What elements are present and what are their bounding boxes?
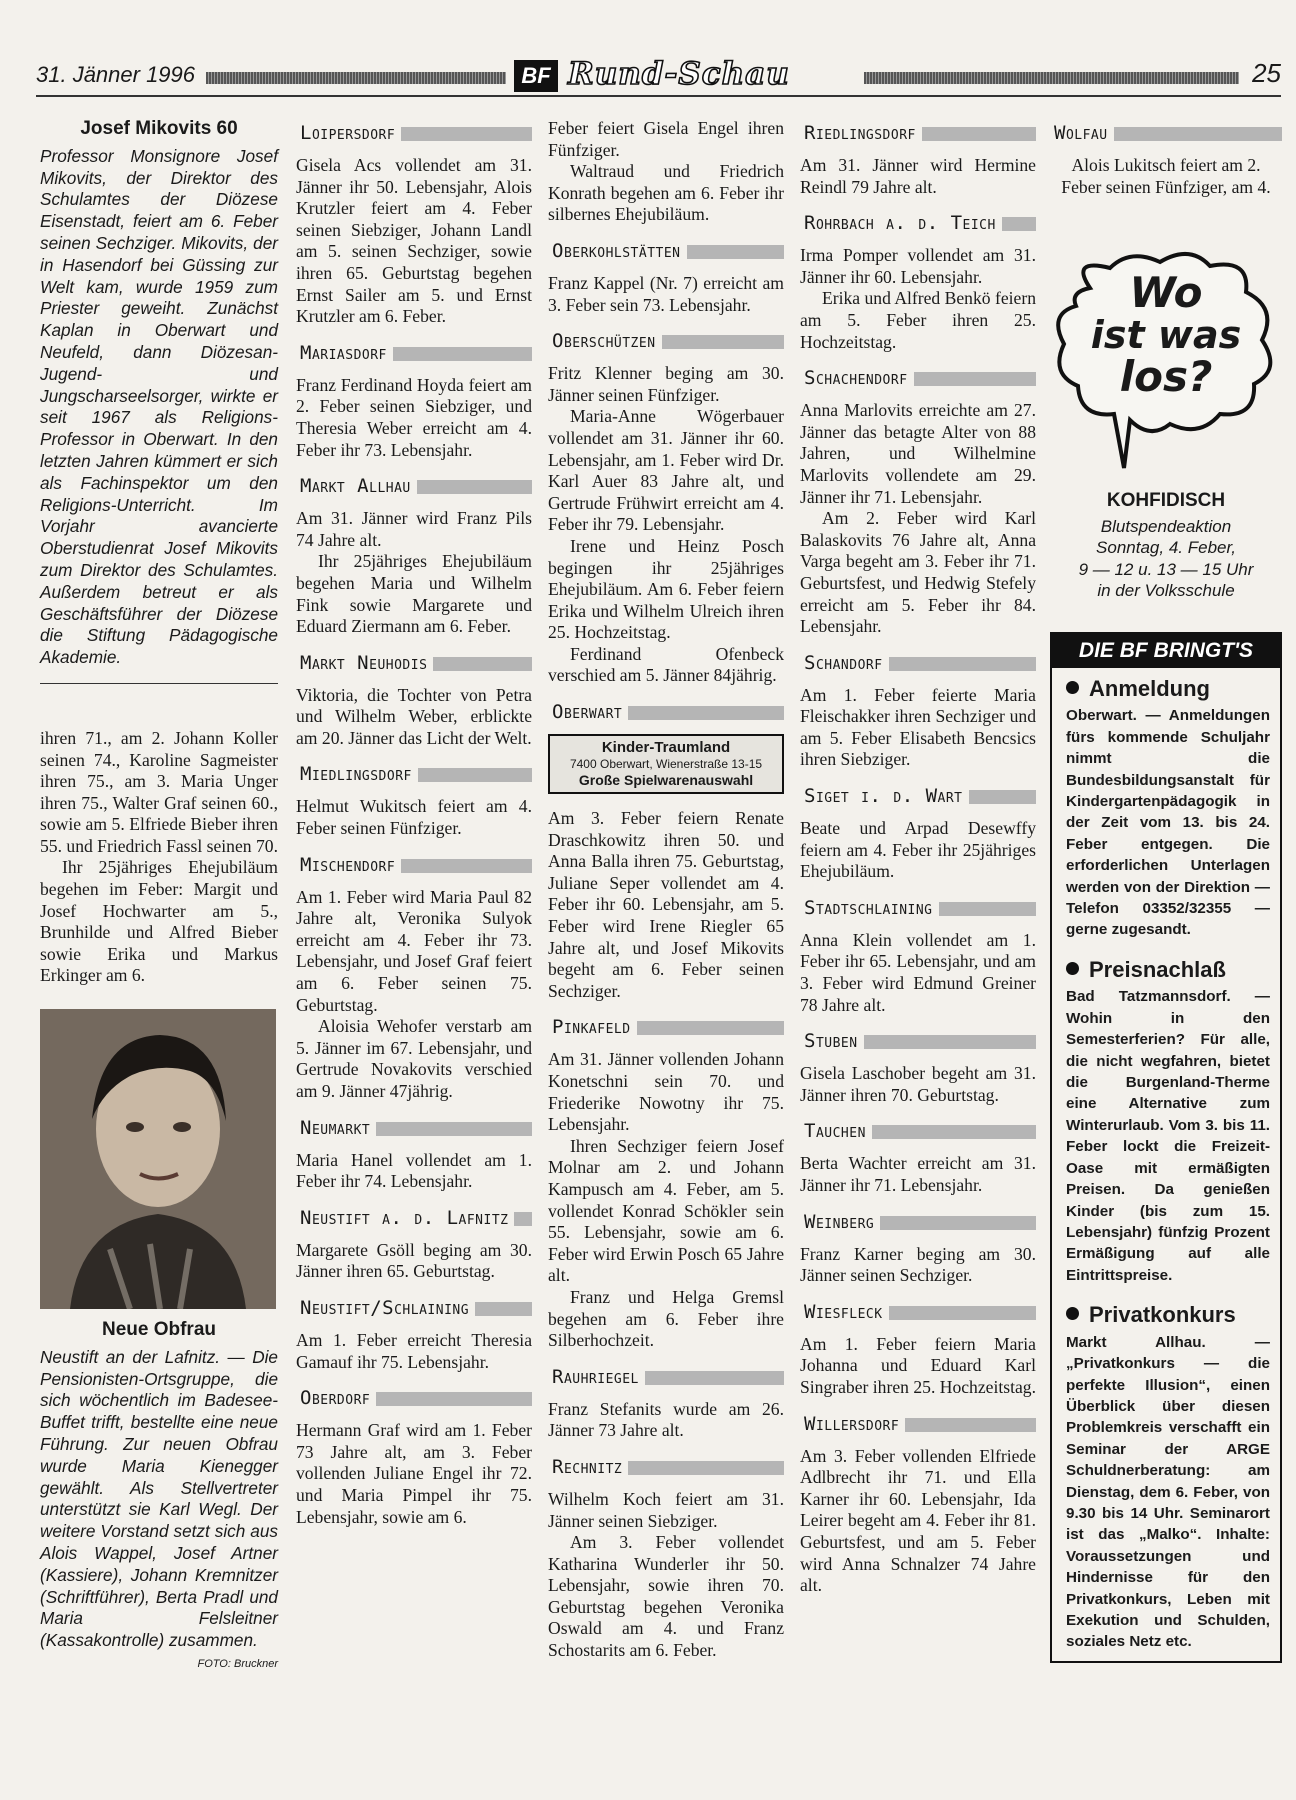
section-heading: Markt Neuhodis [296,650,433,676]
section-header [296,120,532,146]
article-paragraph: Franz Karner beging am 30. Jänner seinen Sechziger. [800,1243,1036,1286]
article-paragraph: Ihr 25jähriges Ehejubiläum begehen im Feber: Margit und Josef Hochwarter am 5., Brunhilde und Alfred Bieber sowie Erika und Markus Erkinger am 6. [40,857,278,986]
article-paragraph: Helmut Wukitsch feiert am 4. Feber seinen Fünfziger. [296,796,532,839]
page-header [36,58,1281,98]
article-paragraph: Waltraud und Friedrich Konrath begehen am 6. Feber ihr silbernes Ehejubiläum. [548,161,784,225]
header-rule-right [864,72,1239,84]
article-paragraph: Maria Hanel vollendet am 1. Feber ihr 74. Lebensjahr. [296,1149,532,1192]
section-loipersdorf [296,120,532,328]
event-line: 9 — 12 u. 13 — 15 Uhr [1078,559,1254,579]
article-paragraph: Margarete Gsöll beging am 30. Jänner ihren 65. Geburtstag. [296,1239,532,1282]
section-header [296,650,532,676]
info-item [1052,668,1280,949]
article-paragraph: Gisela Acs vollendet am 31. Jänner ihr 50. Lebensjahr, Alois Krutzler feiert am 4. Feber seinen Siebziger, Johann Landl am 5. seinen Sechziger, sowie ihren 65. Geburtstag begehen Ernst Sailer am 5. und Ernst Krutzler am 6. Feber. [296,155,532,327]
article-paragraph: Franz Stefanits wurde am 26. Jänner 73 Jahre alt. [548,1398,784,1441]
section-header [296,761,532,787]
section-neustift-schlaining [296,1295,532,1373]
section-neumarkt [296,1115,532,1193]
article-paragraph: Berta Wachter erreicht am 31. Jänner ihr 71. Lebensjahr. [800,1153,1036,1195]
section-oberwart [548,699,784,1002]
section-heading: Rauhriegel [548,1364,645,1390]
section-mariasdorf [296,340,532,461]
section-header [296,1205,532,1231]
article-paragraph: Gisela Laschober begeht am 31. Jänner ihren 70. Geburtstag. [800,1063,1036,1105]
article-paragraph: Fritz Klenner beging am 30. Jänner seinen Fünfziger. [548,363,784,405]
article-paragraph: Maria-Anne Wögerbauer vollendet am 31. Jänner ihr 60. Lebensjahr, am 1. Feber wird Dr. Karl Auer 83 Jahre alt, und Gertrude Frühwirt erreicht am 4. Feber ihr 79. Lebensjahr. [548,406,784,535]
article-paragraph: Irene und Heinz Posch begingen ihr 25jähriges Ehejubiläum. Am 6. Feber feiern Erika und Wilhelm Ulreich ihren 25. Hochzeitstag. [548,535,784,643]
column-3 [548,118,784,1662]
column-2 [296,108,532,1528]
section-header [800,783,1036,809]
feature-title: Neue Obfrau [101,1319,217,1341]
section-header [548,238,784,264]
bullet-icon [1066,681,1079,694]
info-item-text: Oberwart. — Anmeldungen fürs kommende Schuljahr nimmt die Bundesbildungsanstalt für Kindergartenpädagogik in der Zeit vom 13. bis 24. Feber entgegen. Die erforderlichen Unterlagen werden von der Direktion — Telefon 03352/32355 — gerne zugesandt. [1066,707,1270,939]
section-heading: Wolfau [1050,120,1114,146]
section-schachendorf [800,365,1036,638]
section-header [296,1295,532,1321]
section-heading: Schandorf [800,650,889,676]
portrait-photo [40,1009,276,1309]
section-rohrbach-a-d-teich [800,210,1036,353]
section-heading: Oberkohlstätten [548,238,687,264]
section-heading: Mischendorf [296,852,401,878]
article-paragraph: Ihren Sechziger feiern Josef Molnar am 2. und Johann Kampusch am 4. Feber, am 5. vollendet Konrad Schökler sein 55. Lebensjahr, sowie am 6. Feber wird Erwin Posch 65 Jahre alt. [548,1135,784,1286]
event-line: in der Volksschule [1097,581,1235,601]
header-underline [36,95,1281,97]
section-heading: Oberwart [548,699,628,725]
section-neustift-a-d-lafnitz [296,1205,532,1283]
column-5 [1050,108,1282,1663]
section-heading: Neustift a. d. Lafnitz [296,1205,514,1231]
advertisement [548,734,784,794]
photo-credit: FOTO: Bruckner [197,1658,278,1670]
article-paragraph: Alois Lukitsch feiert am 2. Feber seinen Fünfziger, am 4. [1061,155,1271,197]
article-paragraph: Am 3. Feber feiern Renate Draschkowitz ihren 50. und Anna Balla ihren 75. Geburtstag, Juliane Seper vollendet am 4. Feber ihr 60. Lebensjahr, am 5. Feber wird Irene Riegler 65 Jahre alt, und Josef Mikovits begeht am 6. Feber seinen Sechziger. [548,808,784,1001]
section-heading: Rechnitz [548,1454,628,1480]
section-heading: Wiesfleck [800,1299,889,1325]
section-heading: Schachendorf [800,365,914,391]
section-heading: Stadtschlaining [800,895,939,921]
article-paragraph: Beate und Arpad Desewffy feiern am 4. Feber ihr 25jähriges Ehejubiläum. [800,818,1036,882]
section-heading: Oberschützen [548,328,662,354]
section-header [800,365,1036,391]
ad-line: Kinder-Traumland [601,739,731,757]
page-number: 25 [1252,58,1281,88]
event-line: Sonntag, 4. Feber, [1096,538,1236,558]
event-line: Blutspendeaktion [1100,516,1232,536]
article-paragraph: Franz Ferdinand Hoyda feiert am 2. Feber seinen Siebziger, und Theresia Weber erreicht am 4. Feber ihr 73. Lebensjahr. [296,374,532,460]
section-heading: Miedlingsdorf [296,761,418,787]
feature-body: Neustift an der Lafnitz. — Die Pensionisten-Ortsgruppe, die sich wöchentlich im Badesee-Buffet trifft, bestellte eine neue Führung. Zur neuen Obfrau wurde Maria Kienegger gewählt. Als Stellvertreter unterstützt sie Karl Wegl. Der weitere Vorstand setzt sich aus Alois Wappel, Josef Artner (Kassiere), Johann Kremnitzer (Schriftführer), Berta Pradl und Maria Felsleitner (Kassakontrolle) zusammen. [40,1346,278,1651]
article-paragraph: Aloisia Wehofer verstarb am 5. Jänner im 67. Lebensjahr, und Gertrude Novakovits verschied am 9. Jänner 47jährig. [296,1016,532,1101]
logo-bf: BF [514,60,558,92]
article-paragraph: Wilhelm Koch feiert am 31. Jänner seinen Siebziger. [548,1488,784,1531]
column-4 [800,108,1036,1597]
ad-line: 7400 Oberwart, Wienerstraße 13-15 [569,757,763,772]
section-schandorf [800,650,1036,771]
bubble-line-2: ist was [1090,313,1242,358]
issue-date: 31. Jänner 1996 [36,62,196,87]
section-stuben [800,1028,1036,1106]
section-header [548,1014,784,1040]
section-willersdorf [800,1411,1036,1597]
section-header [296,1385,532,1411]
section-pinkafeld [548,1014,784,1351]
section-header [296,1115,532,1141]
section-heading: Stuben [800,1028,864,1054]
feature-obfrau [40,1319,278,1676]
section-header [800,650,1036,676]
article-paragraph: Feber feiert Gisela Engel ihren Fünfziger. [548,118,784,160]
article-paragraph: Anna Marlovits erreichte am 27. Jänner das betagte Alter von 88 Jahren, und Wilhelmine Marlovits vollendete am 29. Jänner ihr 71. Lebensjahr. [800,400,1036,507]
article-paragraph: ihren 71., am 2. Johann Koller seinen 74., Karoline Sagmeister ihren 75., am 3. Maria Unger ihren 75., Walter Graf seinen 60., sowie am 5. Elfriede Bieber ihren 55. und Friedrich Fassl seinen 70. [40,727,278,856]
section-heading: Loipersdorf [296,120,401,146]
article-paragraph: Franz und Helga Gremsl begehen am 6. Feber ihre Silberhochzeit. [548,1286,784,1351]
article-paragraph: Erika und Alfred Benkö feiern am 5. Feber ihren 25. Hochzeitstag. [800,288,1036,352]
article-paragraph: Am 31. Jänner wird Franz Pils 74 Jahre alt. [296,508,532,550]
section-header [296,340,532,366]
column-1 [40,118,278,1676]
section-header [800,895,1036,921]
section-heading: Siget i. d. Wart [800,783,969,809]
article-paragraph: Ferdinand Ofenbeck verschied am 5. Jänner 84jährig. [548,643,784,686]
feature-body: Professor Monsignore Josef Mikovits, der Direktor des Schulamtes der Diözese Eisenstadt, feiert am 6. Feber seinen Sechziger. Mikovits, der in Hasendorf bei Güssing zur Welt kam, wurde 1959 zum Priester geweiht. Zunächst Kaplan in Oberwart und Neufeld, dann Diözesan-Jugend- und Jungscharseelsorger, wirkte er seit 1967 als Religions-Professor in Oberwart. In den letzten Jahren kümmert er sich als Fachinspektor um den Religions-Unterricht. Im Vorjahr avancierte Oberstudienrat Josef Mikovits zum Direktor des Schulamtes. Außerdem betreut er als Geschäftsführer der Diözese die Stiftung Pädagogische Akademie. [40,145,278,668]
section-heading: Mariasdorf [296,340,393,366]
info-item-text: Markt Allhau. — „Privatkonkurs — die perfekte Illusion“, einen Überblick über diesen Problemkreis verschafft ein Seminar der ARGE Schuldnerberatung: am Dienstag, dem 6. Feber, von 9.30 bis 14 Uhr. Seminarort ist das „Malko“. Inhalte: Voraussetzungen und Hindernisse für den Privatkonkurs, Leben mit Exekution und Schulden, soziales Netz etc. [1066,1333,1270,1651]
article-paragraph: Am 2. Feber wird Karl Balaskovits 76 Jahre alt, Anna Varga begeht am 3. Feber ihr 71. Geburtsfest, und Hedwig Stefely erreicht am 5. Feber ihr 84. Lebensjahr. [800,508,1036,637]
section-oberkohlstätten [548,238,784,316]
article-paragraph: Am 31. Jänner vollenden Johann Konetschni sein 70. und Friederike Nowotny ihr 75. Lebensjahr. [548,1049,784,1135]
section-tauchen [800,1118,1036,1196]
section-mischendorf [296,852,532,1103]
article-paragraph: Irma Pomper vollendet am 31. Jänner ihr 60. Lebensjahr. [800,245,1036,287]
section-heading: Weinberg [800,1209,880,1235]
section-heading: Markt Allhau [296,473,417,499]
divider [40,683,278,684]
article-paragraph: Hermann Graf wird am 1. Feber 73 Jahre alt, am 3. Feber vollenden Juliane Engel ihr 72. und Maria Pimpel ihr 75. Lebensjahr, sowie am 6. [296,1420,532,1527]
section-header [548,1364,784,1390]
portrait-photo-image [40,1009,276,1309]
info-item [1052,949,1280,1294]
section-header [548,1454,784,1480]
section-header [800,1118,1036,1144]
section-heading: Rohrbach a. d. Teich [800,210,1002,236]
section-header [800,210,1036,236]
section-markt-neuhodis [296,650,532,750]
section-weinberg [800,1209,1036,1287]
feature-mikovits [40,118,278,669]
section-heading: Neustift/Schlaining [296,1295,475,1321]
section-wolfau [1050,120,1282,146]
info-item [1052,1294,1280,1661]
info-item-heading: Preisnachlaß [1089,956,1226,982]
article-paragraph: Am 1. Feber erreicht Theresia Gamauf ihr 75. Lebensjahr. [296,1329,532,1372]
section-miedlingsdorf [296,761,532,839]
section-heading: Neumarkt [296,1115,376,1141]
info-item-heading: Anmeldung [1089,675,1210,701]
bubble-line-3: los? [1119,352,1213,402]
article-paragraph: Am 3. Feber vollendet Katharina Wunderler ihr 50. Lebensjahr, sowie ihren 70. Geburtstag begehen Veronika Oswald am 4. und Franz Schostarits am 6. Feber. [548,1532,784,1661]
section-heading: Willersdorf [800,1411,905,1437]
logo-title: Rund-Schau [568,56,790,92]
section-rechnitz [548,1454,784,1662]
section-heading: Riedlingsdorf [800,120,922,146]
article-paragraph: Anna Klein vollendet am 1. Feber ihr 65. Lebensjahr, und am 3. Feber wird Edmund Greiner 78 Jahre alt. [800,929,1036,1015]
info-box [1050,632,1282,1663]
ad-line: Große Spielwarenauswahl [578,772,754,789]
section-header [296,473,532,499]
bullet-icon [1066,962,1079,975]
article-paragraph: Am 1. Feber feiern Maria Johanna und Eduard Karl Singraber ihren 25. Hochzeitstag. [800,1333,1036,1397]
section-header [548,699,784,725]
bullet-icon [1066,1307,1079,1320]
section-header [800,1299,1036,1325]
section-oberdorf [296,1385,532,1528]
bubble-line-1: Wo [1129,268,1203,318]
section-heading: Tauchen [800,1118,872,1144]
section-header [800,1411,1036,1437]
section-riedlingsdorf [800,120,1036,198]
section-header [296,852,532,878]
header-rule-left [206,72,506,84]
feature-title: Josef Mikovits 60 [80,118,238,139]
section-header [800,1209,1036,1235]
section-header [800,1028,1036,1054]
masthead-logo [514,58,854,94]
info-box-title: DIE BF BRINGT'S [1052,634,1280,668]
section-stadtschlaining [800,895,1036,1016]
section-siget-i-d-wart [800,783,1036,883]
article-paragraph: Viktoria, die Tochter von Petra und Wilhelm Weber, erblickte am 20. Jänner das Licht der Welt. [296,684,532,748]
article-paragraph: Franz Kappel (Nr. 7) erreicht am 3. Feber sein 73. Lebensjahr. [548,272,784,315]
article-paragraph: Am 31. Jänner wird Hermine Reindl 79 Jahre alt. [800,155,1036,197]
section-heading: Pinkafeld [548,1014,637,1040]
article-paragraph: Am 1. Feber wird Maria Paul 82 Jahre alt, Veronika Sulyok erreicht am 4. Feber ihr 73. Lebensjahr, und Josef Graf feiert am 6. Feber seinen 75. Geburtstag. [296,886,532,1015]
speech-bubble [1050,248,1282,478]
section-heading: Oberdorf [296,1385,376,1411]
article-paragraph: Am 1. Feber feierte Maria Fleischakker ihren Sechziger und am 5. Feber Elisabeth Bencsics ihren Siebziger. [800,684,1036,770]
article-paragraph: Am 3. Feber vollenden Elfriede Adlbrecht ihr 71. und Ella Karner ihr 60. Lebensjahr, Ida Leirer begeht am 4. Feber ihr 81. Geburtsfest, und am 5. Feber wird Anna Schnalzer 74 Jahre alt. [800,1445,1036,1596]
info-item-text: Bad Tatzmannsdorf. — Wohin in den Semesterferien? Für alle, die nicht wegfahren, bietet die Burgenland-Therme eine Alternative zum Winterurlaub. Vom 3. bis 11. Feber lockt die Freizeit-Oase mit ermäßigten Preisen. Da genießen Kinder (bis zum 15. Lebensjahr) fünfzig Prozent Ermäßigung auf alle Eintrittspreise. [1066,988,1270,1284]
section-oberschützen [548,328,784,687]
event-kohfidisch [1050,490,1282,602]
info-item-heading: Privatkonkurs [1089,1302,1236,1328]
section-header [548,328,784,354]
article-paragraph: Ihr 25jähriges Ehejubiläum begehen Maria und Wilhelm Fink sowie Margarete und Eduard Ziermann am 6. Feber. [296,551,532,637]
section-rauhriegel [548,1364,784,1442]
section-header [800,120,1036,146]
section-wiesfleck [800,1299,1036,1399]
event-title: KOHFIDISCH [1106,490,1226,512]
section-markt-allhau [296,473,532,638]
